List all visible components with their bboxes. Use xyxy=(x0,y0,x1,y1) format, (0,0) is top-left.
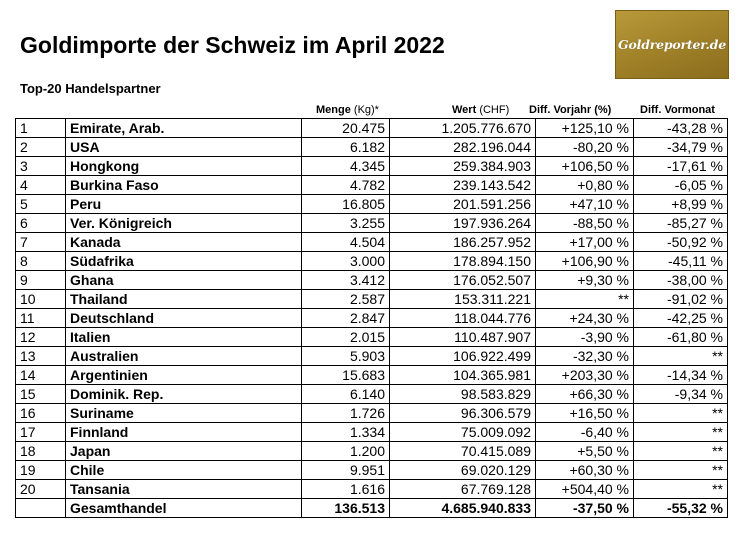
country-cell: Deutschland xyxy=(66,309,302,328)
rank-cell: 4 xyxy=(16,176,66,195)
country-cell: Ver. Königreich xyxy=(66,214,302,233)
wert-cell: 178.894.150 xyxy=(390,252,536,271)
diff-vormonat-cell: -6,05 % xyxy=(634,176,728,195)
diff-vormonat-cell: -45,11 % xyxy=(634,252,728,271)
total-label-cell: Gesamthandel xyxy=(66,499,302,518)
rank-cell: 10 xyxy=(16,290,66,309)
diff-vorjahr-cell: -32,30 % xyxy=(536,347,634,366)
diff-vormonat-cell: -34,79 % xyxy=(634,138,728,157)
total-menge-cell: 136.513 xyxy=(302,499,390,518)
rank-cell: 3 xyxy=(16,157,66,176)
brand-logo-text: Goldreporter.de xyxy=(618,37,726,52)
menge-cell: 5.903 xyxy=(302,347,390,366)
diff-vormonat-cell: -17,61 % xyxy=(634,157,728,176)
rank-cell: 12 xyxy=(16,328,66,347)
diff-vormonat-cell: -42,25 % xyxy=(634,309,728,328)
wert-cell: 98.583.829 xyxy=(390,385,536,404)
diff-vorjahr-cell: +5,50 % xyxy=(536,442,634,461)
country-cell: Chile xyxy=(66,461,302,480)
rank-cell: 20 xyxy=(16,480,66,499)
wert-cell: 110.487.907 xyxy=(390,328,536,347)
wert-cell: 69.020.129 xyxy=(390,461,536,480)
table-body xyxy=(16,119,728,518)
country-cell: Burkina Faso xyxy=(66,176,302,195)
total-vorjahr-cell: -37,50 % xyxy=(536,499,634,518)
country-cell: Peru xyxy=(66,195,302,214)
rank-cell: 19 xyxy=(16,461,66,480)
total-wert-cell: 4.685.940.833 xyxy=(390,499,536,518)
column-header-wert-unit: (CHF) xyxy=(479,104,510,116)
diff-vormonat-cell: ** xyxy=(634,423,728,442)
diff-vorjahr-cell: +203,30 % xyxy=(536,366,634,385)
rank-cell: 15 xyxy=(16,385,66,404)
menge-cell: 1.200 xyxy=(302,442,390,461)
column-header-wert xyxy=(452,104,509,116)
country-cell: Südafrika xyxy=(66,252,302,271)
diff-vormonat-cell: ** xyxy=(634,347,728,366)
rank-cell: 7 xyxy=(16,233,66,252)
wert-cell: 239.143.542 xyxy=(390,176,536,195)
menge-cell: 3.255 xyxy=(302,214,390,233)
brand-logo[interactable] xyxy=(615,10,729,79)
wert-cell: 176.052.507 xyxy=(390,271,536,290)
table-row xyxy=(16,119,728,138)
diff-vorjahr-cell: +24,30 % xyxy=(536,309,634,328)
menge-cell: 4.504 xyxy=(302,233,390,252)
column-header-menge-label: Menge xyxy=(316,104,351,116)
menge-cell: 16.805 xyxy=(302,195,390,214)
country-cell: Japan xyxy=(66,442,302,461)
menge-cell: 3.412 xyxy=(302,271,390,290)
table-subtitle: Top-20 Handelspartner xyxy=(20,81,161,96)
wert-cell: 96.306.579 xyxy=(390,404,536,423)
column-header-vorjahr: Diff. Vorjahr (%) xyxy=(529,104,612,116)
rank-cell: 14 xyxy=(16,366,66,385)
table-row xyxy=(16,366,728,385)
wert-cell: 201.591.256 xyxy=(390,195,536,214)
country-cell: Italien xyxy=(66,328,302,347)
diff-vorjahr-cell: +0,80 % xyxy=(536,176,634,195)
wert-cell: 75.009.092 xyxy=(390,423,536,442)
diff-vorjahr-cell: -80,20 % xyxy=(536,138,634,157)
menge-cell: 4.345 xyxy=(302,157,390,176)
diff-vorjahr-cell: -6,40 % xyxy=(536,423,634,442)
rank-cell: 11 xyxy=(16,309,66,328)
table-row xyxy=(16,271,728,290)
table-row xyxy=(16,176,728,195)
diff-vorjahr-cell: +106,50 % xyxy=(536,157,634,176)
country-cell: Dominik. Rep. xyxy=(66,385,302,404)
diff-vormonat-cell: -91,02 % xyxy=(634,290,728,309)
country-cell: Kanada xyxy=(66,233,302,252)
trade-partner-table xyxy=(15,118,728,518)
menge-cell: 1.334 xyxy=(302,423,390,442)
total-vormonat-cell: -55,32 % xyxy=(634,499,728,518)
menge-cell: 6.182 xyxy=(302,138,390,157)
wert-cell: 104.365.981 xyxy=(390,366,536,385)
diff-vorjahr-cell: +504,40 % xyxy=(536,480,634,499)
rank-cell: 9 xyxy=(16,271,66,290)
rank-cell: 6 xyxy=(16,214,66,233)
diff-vormonat-cell: ** xyxy=(634,480,728,499)
table-row xyxy=(16,442,728,461)
menge-cell: 15.683 xyxy=(302,366,390,385)
wert-cell: 259.384.903 xyxy=(390,157,536,176)
wert-cell: 186.257.952 xyxy=(390,233,536,252)
wert-cell: 106.922.499 xyxy=(390,347,536,366)
table-row xyxy=(16,214,728,233)
rank-cell: 2 xyxy=(16,138,66,157)
rank-cell: 8 xyxy=(16,252,66,271)
diff-vorjahr-cell: -3,90 % xyxy=(536,328,634,347)
total-rank-cell xyxy=(16,499,66,518)
diff-vorjahr-cell: +60,30 % xyxy=(536,461,634,480)
table-row xyxy=(16,385,728,404)
diff-vorjahr-cell: +125,10 % xyxy=(536,119,634,138)
country-cell: Ghana xyxy=(66,271,302,290)
country-cell: Finnland xyxy=(66,423,302,442)
wert-cell: 70.415.089 xyxy=(390,442,536,461)
menge-cell: 2.587 xyxy=(302,290,390,309)
rank-cell: 5 xyxy=(16,195,66,214)
column-header-vormonat: Diff. Vormonat xyxy=(640,104,715,116)
total-row xyxy=(16,499,728,518)
table-row xyxy=(16,157,728,176)
menge-cell: 2.015 xyxy=(302,328,390,347)
wert-cell: 153.311.221 xyxy=(390,290,536,309)
column-header-menge xyxy=(316,104,379,116)
rank-cell: 18 xyxy=(16,442,66,461)
table-row xyxy=(16,480,728,499)
diff-vorjahr-cell: +17,00 % xyxy=(536,233,634,252)
diff-vormonat-cell: -43,28 % xyxy=(634,119,728,138)
diff-vorjahr-cell: +66,30 % xyxy=(536,385,634,404)
country-cell: USA xyxy=(66,138,302,157)
wert-cell: 1.205.776.670 xyxy=(390,119,536,138)
diff-vormonat-cell: +8,99 % xyxy=(634,195,728,214)
table-row xyxy=(16,347,728,366)
country-cell: Suriname xyxy=(66,404,302,423)
table-row xyxy=(16,423,728,442)
menge-cell: 9.951 xyxy=(302,461,390,480)
table-row xyxy=(16,328,728,347)
menge-cell: 3.000 xyxy=(302,252,390,271)
diff-vormonat-cell: ** xyxy=(634,442,728,461)
menge-cell: 4.782 xyxy=(302,176,390,195)
table-row xyxy=(16,404,728,423)
menge-cell: 1.616 xyxy=(302,480,390,499)
diff-vormonat-cell: ** xyxy=(634,461,728,480)
menge-cell: 2.847 xyxy=(302,309,390,328)
diff-vormonat-cell: -85,27 % xyxy=(634,214,728,233)
table-row xyxy=(16,138,728,157)
column-header-wert-label: Wert xyxy=(452,104,477,116)
table-row xyxy=(16,461,728,480)
diff-vormonat-cell: -38,00 % xyxy=(634,271,728,290)
diff-vormonat-cell: -61,80 % xyxy=(634,328,728,347)
table-row xyxy=(16,233,728,252)
menge-cell: 6.140 xyxy=(302,385,390,404)
table-row xyxy=(16,252,728,271)
page-title: Goldimporte der Schweiz im April 2022 xyxy=(20,32,445,58)
menge-cell: 1.726 xyxy=(302,404,390,423)
table-row xyxy=(16,290,728,309)
diff-vorjahr-cell: -88,50 % xyxy=(536,214,634,233)
menge-cell: 20.475 xyxy=(302,119,390,138)
diff-vorjahr-cell: +106,90 % xyxy=(536,252,634,271)
country-cell: Australien xyxy=(66,347,302,366)
rank-cell: 13 xyxy=(16,347,66,366)
table-row xyxy=(16,195,728,214)
diff-vormonat-cell: -50,92 % xyxy=(634,233,728,252)
country-cell: Tansania xyxy=(66,480,302,499)
wert-cell: 67.769.128 xyxy=(390,480,536,499)
wert-cell: 282.196.044 xyxy=(390,138,536,157)
diff-vormonat-cell: -9,34 % xyxy=(634,385,728,404)
country-cell: Emirate, Arab. xyxy=(66,119,302,138)
table-row xyxy=(16,309,728,328)
rank-cell: 16 xyxy=(16,404,66,423)
diff-vorjahr-cell: +16,50 % xyxy=(536,404,634,423)
country-cell: Thailand xyxy=(66,290,302,309)
diff-vormonat-cell: -14,34 % xyxy=(634,366,728,385)
rank-cell: 1 xyxy=(16,119,66,138)
diff-vorjahr-cell: ** xyxy=(536,290,634,309)
country-cell: Argentinien xyxy=(66,366,302,385)
rank-cell: 17 xyxy=(16,423,66,442)
wert-cell: 197.936.264 xyxy=(390,214,536,233)
country-cell: Hongkong xyxy=(66,157,302,176)
diff-vormonat-cell: ** xyxy=(634,404,728,423)
diff-vorjahr-cell: +47,10 % xyxy=(536,195,634,214)
diff-vorjahr-cell: +9,30 % xyxy=(536,271,634,290)
wert-cell: 118.044.776 xyxy=(390,309,536,328)
column-header-menge-unit: (Kg)* xyxy=(353,104,379,116)
